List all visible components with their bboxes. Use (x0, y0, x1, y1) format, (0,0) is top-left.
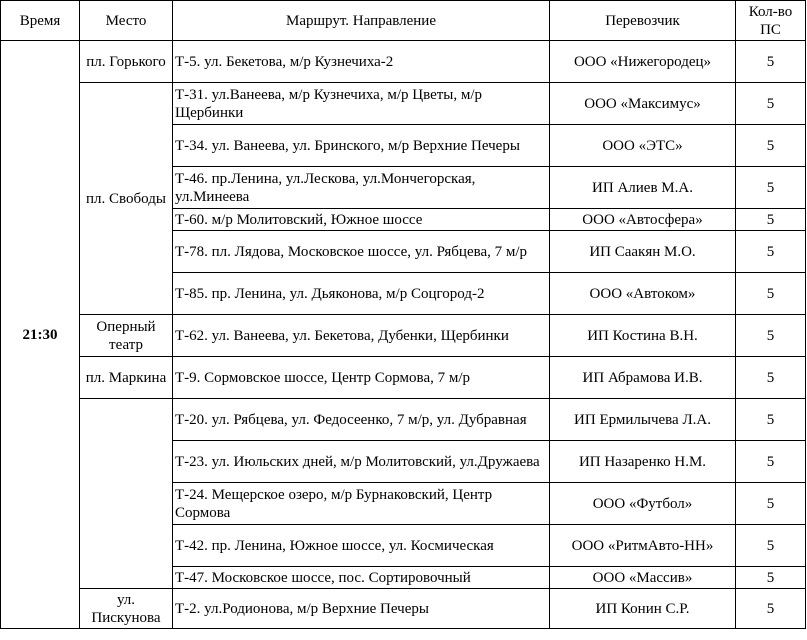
count-cell: 5 (736, 315, 806, 357)
carrier-cell: ООО «ЭТС» (550, 125, 736, 167)
count-cell: 5 (736, 441, 806, 483)
count-cell: 5 (736, 567, 806, 589)
carrier-cell: ИП Саакян М.О. (550, 231, 736, 273)
count-cell: 5 (736, 231, 806, 273)
carrier-cell: ООО «Автоком» (550, 273, 736, 315)
count-cell: 5 (736, 483, 806, 525)
table-row (1, 357, 806, 399)
route-cell: Т-9. Сормовское шоссе, Центр Сормова, 7 м/р (173, 357, 550, 399)
carrier-cell: ООО «Максимус» (550, 83, 736, 125)
header-row (1, 1, 806, 41)
header-route: Маршрут. Направление (173, 1, 550, 41)
route-cell: Т-5. ул. Бекетова, м/р Кузнечиха-2 (173, 41, 550, 83)
count-cell: 5 (736, 125, 806, 167)
carrier-cell: ИП Абрамова И.В. (550, 357, 736, 399)
time-cell: 21:30 (1, 41, 80, 629)
count-cell: 5 (736, 209, 806, 231)
route-cell: Т-20. ул. Рябцева, ул. Федосеенко, 7 м/р, ул. Дубравная (173, 399, 550, 441)
place-cell-empty (80, 399, 173, 589)
table-row (1, 83, 806, 125)
count-cell: 5 (736, 273, 806, 315)
carrier-cell: ИП Костина В.Н. (550, 315, 736, 357)
place-cell: пл. Свободы (80, 83, 173, 315)
route-cell: Т-60. м/р Молитовский, Южное шоссе (173, 209, 550, 231)
table-row (1, 315, 806, 357)
carrier-cell: ООО «Нижегородец» (550, 41, 736, 83)
route-cell: Т-34. ул. Ванеева, ул. Бринского, м/р Верхние Печеры (173, 125, 550, 167)
route-cell: Т-2. ул.Родионова, м/р Верхние Печеры (173, 589, 550, 629)
carrier-cell: ООО «Автосфера» (550, 209, 736, 231)
carrier-cell: ООО «Массив» (550, 567, 736, 589)
route-cell: Т-23. ул. Июльских дней, м/р Молитовский, ул.Дружаева (173, 441, 550, 483)
count-cell: 5 (736, 399, 806, 441)
count-cell: 5 (736, 83, 806, 125)
carrier-cell: ИП Ермилычева Л.А. (550, 399, 736, 441)
route-cell: Т-78. пл. Лядова, Московское шоссе, ул. Рябцева, 7 м/р (173, 231, 550, 273)
count-cell: 5 (736, 41, 806, 83)
header-place: Место (80, 1, 173, 41)
place-cell: ул. Пискунова (80, 589, 173, 629)
route-cell: Т-42. пр. Ленина, Южное шоссе, ул. Космическая (173, 525, 550, 567)
place-cell: пл. Маркина (80, 357, 173, 399)
table-row (1, 589, 806, 629)
place-cell: Оперный театр (80, 315, 173, 357)
carrier-cell: ИП Назаренко Н.М. (550, 441, 736, 483)
count-cell: 5 (736, 589, 806, 629)
carrier-cell: ООО «Футбол» (550, 483, 736, 525)
carrier-cell: ИП Конин С.Р. (550, 589, 736, 629)
carrier-cell: ООО «РитмАвто-НН» (550, 525, 736, 567)
count-cell: 5 (736, 167, 806, 209)
count-cell: 5 (736, 357, 806, 399)
route-cell: Т-47. Московское шоссе, пос. Сортировочный (173, 567, 550, 589)
carrier-cell: ИП Алиев М.А. (550, 167, 736, 209)
route-cell: Т-31. ул.Ванеева, м/р Кузнечиха, м/р Цветы, м/р Щербинки (173, 83, 550, 125)
header-carrier: Перевозчик (550, 1, 736, 41)
header-time: Время (1, 1, 80, 41)
count-cell: 5 (736, 525, 806, 567)
table-row (1, 399, 806, 441)
route-cell: Т-24. Мещерское озеро, м/р Бурнаковский, Центр Сормова (173, 483, 550, 525)
route-cell: Т-62. ул. Ванеева, ул. Бекетова, Дубенки, Щербинки (173, 315, 550, 357)
route-cell: Т-46. пр.Ленина, ул.Лескова, ул.Мончегорская, ул.Минеева (173, 167, 550, 209)
route-cell: Т-85. пр. Ленина, ул. Дьяконова, м/р Соцгород-2 (173, 273, 550, 315)
place-cell: пл. Горького (80, 41, 173, 83)
header-count: Кол-во ПС (736, 1, 806, 41)
table-row (1, 41, 806, 83)
